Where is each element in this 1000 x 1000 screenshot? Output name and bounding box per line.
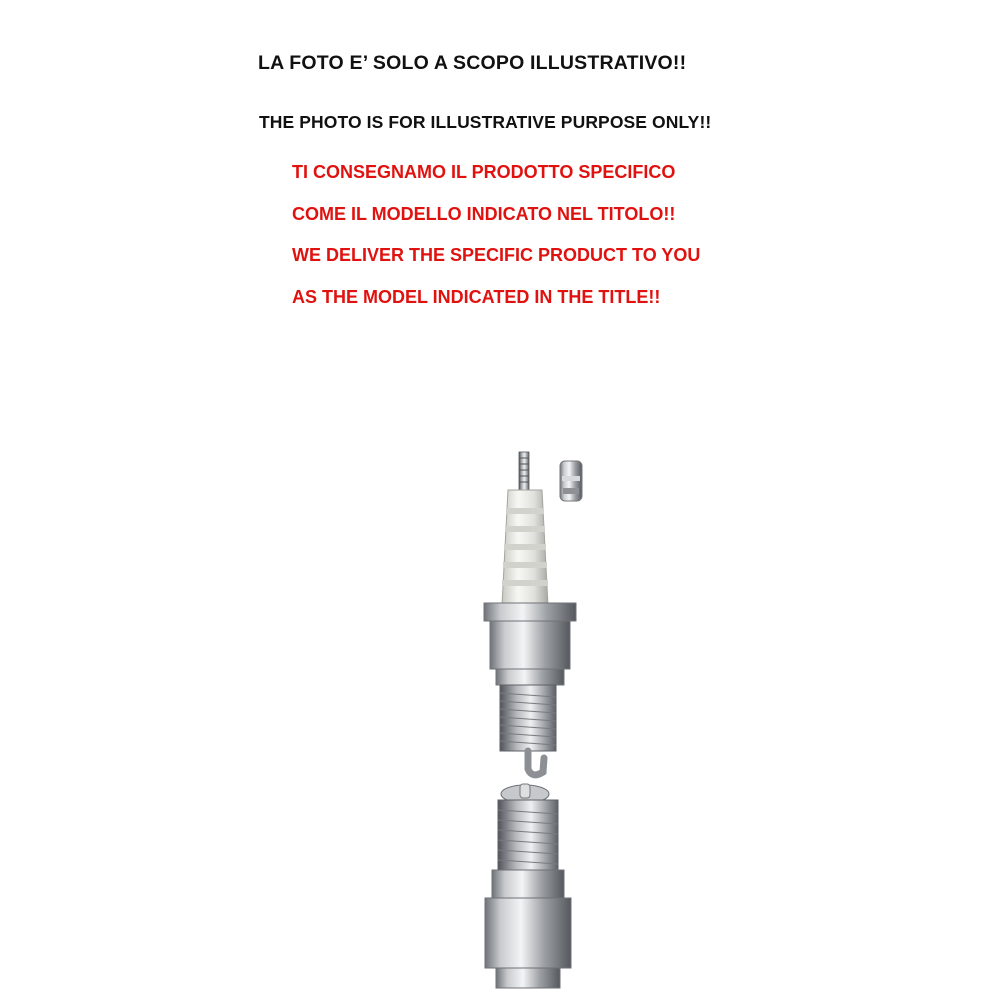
notice-italian-delivery-line-1: TI CONSEGNAMO IL PRODOTTO SPECIFICO — [292, 162, 676, 182]
ground-electrode-part — [528, 751, 544, 775]
notice-italian-delivery-line-2: COME IL MODELLO INDICATO NEL TITOLO!! — [292, 204, 676, 224]
terminal-stud-part — [519, 452, 529, 490]
spark-plug-image — [440, 440, 620, 1000]
notice-english-delivery-line-2: AS THE MODEL INDICATED IN THE TITLE!! — [292, 287, 661, 307]
notice-italian-photo-line: LA FOTO E’ SOLO A SCOPO ILLUSTRATIVO!! — [258, 52, 687, 74]
notice-english-delivery-line-1: WE DELIVER THE SPECIFIC PRODUCT TO YOU — [292, 245, 701, 265]
notice-block — [0, 0, 1000, 330]
upper-metal-body-part — [484, 603, 576, 685]
ceramic-insulator-part — [502, 490, 548, 605]
terminal-nut-part — [560, 461, 582, 501]
lower-spark-plug-view — [485, 784, 571, 988]
notice-english-photo-line: THE PHOTO IS FOR ILLUSTRATIVE PURPOSE ONLY!! — [259, 112, 712, 132]
thread-section-part — [500, 685, 556, 751]
